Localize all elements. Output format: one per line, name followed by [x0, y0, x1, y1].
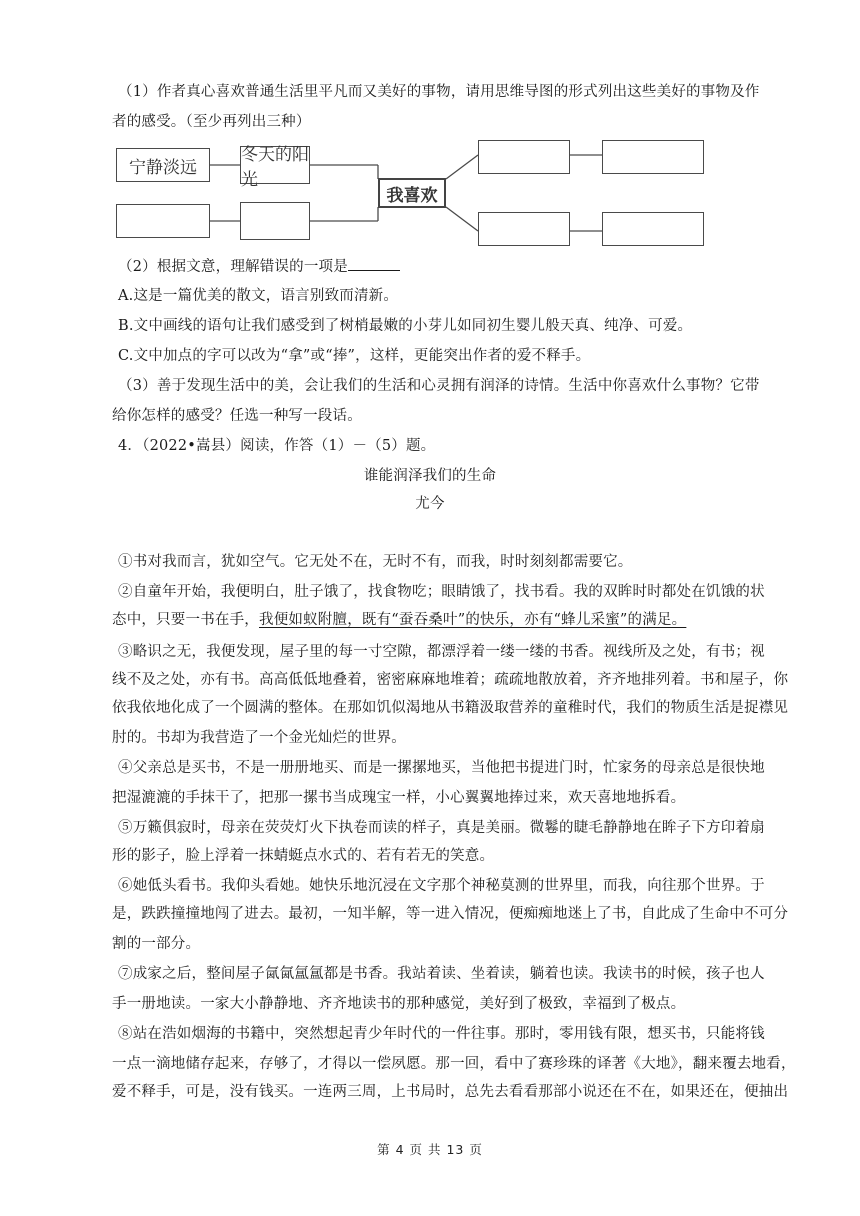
paragraph-2-line2 [112, 610, 752, 630]
answer-blank[interactable] [348, 256, 400, 271]
paragraph-4-line2: 把湿漉漉的手抹干了，把那一摞书当成瑰宝一样，小心翼翼地捧过来，欢天喜地地拆看。 [112, 790, 686, 806]
paragraph-8-line2: 一点一滴地储存起来，存够了，才得以一偿夙愿。那一回，看中了赛珍珠的译著《大地》，翻来覆去地看， [112, 1056, 796, 1072]
paragraph-3-line3: 依我依地化成了一个圆满的整体。在那如饥似渴地从书籍汲取营养的童稚时代，我们的物质生活是捉襟见 [112, 700, 789, 716]
mind-map-empty-box-right-bottom-inner [478, 212, 570, 246]
paragraph-8-line1: ⑧站在浩如烟海的书籍中，突然想起青少年时代的一件往事。那时，零用钱有限，想买书，只能将钱 [118, 1026, 765, 1042]
paragraph-8-line3: 爱不释手，可是，没有钱买。一连两三周，上书局时，总先去看看那部小说还在不在，如果还在，便抽出 [112, 1084, 789, 1100]
passage-author: 尤今 [415, 496, 445, 512]
mind-map-thing-node: 冬天的阳光 [241, 145, 309, 190]
mind-map [112, 140, 752, 246]
paragraph-5-line1: ⑤万籁俱寂时，母亲在荧荧灯火下执卷而读的样子，真是美丽。微鬈的睫毛静静地在眸子下方印着扇 [118, 820, 765, 836]
paragraph-6-line2: 是，跌跌撞撞地闯了进去。最初，一知半解，等一进入情况，便痴痴地迷上了书，自此成了生命中不可分 [112, 906, 789, 922]
paragraph-6-line1: ⑥她低头看书。我仰头看她。她快乐地沉浸在文字那个神秘莫测的世界里，而我，向往那个世界。于 [118, 878, 765, 894]
mind-map-feeling-node: 宁静淡远 [116, 148, 210, 182]
mind-map-empty-box-left-bottom-inner [240, 202, 310, 240]
paragraph-7-line2: 手一册地读。一家大小静静地、齐齐地读书的那种感觉，美好到了极致，幸福到了极点。 [112, 996, 686, 1012]
q2-option-c: C.文中加点的字可以改为“拿”或“捧”，这样，更能突出作者的爱不释手。 [118, 348, 591, 364]
q3-line1: （3）善于发现生活中的美，会让我们的生活和心灵拥有润泽的诗情。生活中你喜欢什么事物？它带 [118, 378, 760, 394]
paragraph-3-line4: 肘的。书却为我营造了一个金光灿烂的世界。 [112, 730, 406, 746]
q1-line2: 者的感受。（至少再列出三种） [112, 114, 311, 130]
paragraph-5-line2: 形的影子，脸上浮着一抹蜻蜓点水式的、若有若无的笑意。 [112, 848, 495, 864]
q3-line2: 给你怎样的感受？任选一种写一段话。 [112, 408, 362, 424]
paragraph-3-line2: 线不及之处，亦有书。高高低低地叠着，密密麻麻地堆着；疏疏地散放着，齐齐地排列着。书和屋子，你 [112, 672, 789, 688]
mind-map-empty-box-right-bottom-outer [602, 212, 704, 246]
underlined-sentence: 我便如蚁附膻，既有“蚕吞桑叶”的快乐，亦有“蜂儿采蜜”的满足。 [259, 612, 687, 628]
paragraph-6-line3: 割的一部分。 [112, 936, 201, 952]
page-footer: 第 4 页 共 13 页 [377, 1142, 483, 1157]
passage-title: 谁能润泽我们的生命 [363, 468, 497, 484]
paragraph-7-line1: ⑦成家之后，整间屋子氤氤氲氲都是书香。我站着读、坐着读，躺着也读。我读书的时候，孩子也人 [118, 966, 765, 982]
q1-line1: （1）作者真心喜欢普通生活里平凡而又美好的事物，请用思维导图的形式列出这些美好的事物及作 [118, 84, 760, 100]
q2-stem: （2）根据文意，理解错误的一项是 [118, 259, 348, 275]
paragraph-2-line2-plain: 态中，只要一书在手， [112, 612, 259, 628]
q4-header: 4．（2022•嵩县）阅读，作答（1）－（5）题。 [118, 438, 436, 454]
paragraph-1: ①书对我而言，犹如空气。它无处不在，无时不有，而我，时时刻刻都需要它。 [118, 554, 633, 570]
q2-option-b: B.文中画线的语句让我们感受到了树梢最嫩的小芽儿如同初生婴儿般天真、纯净、可爱。 [118, 318, 693, 334]
paragraph-4-line1: ④父亲总是买书，不是一册册地买、而是一摞摞地买，当他把书提进门时，忙家务的母亲总是很快地 [118, 760, 765, 776]
mind-map-empty-box-right-top-inner [478, 140, 570, 174]
q2-stem-line [118, 256, 758, 277]
mind-map-empty-box-right-top-outer [602, 140, 704, 174]
mind-map-center-node: 我喜欢 [378, 178, 446, 208]
paragraph-3-line1: ③略识之无，我便发现，屋子里的每一寸空隙，都漂浮着一缕一缕的书香。视线所及之处，有书；视 [118, 644, 765, 660]
q2-option-a: A.这是一篇优美的散文，语言别致而清新。 [118, 288, 399, 304]
mind-map-empty-box-left-bottom-outer [116, 204, 210, 238]
paragraph-2-line1: ②自童年开始，我便明白，肚子饿了，找食物吃；眼睛饿了，找书看。我的双眸时时都处在饥饿的状 [118, 584, 765, 600]
